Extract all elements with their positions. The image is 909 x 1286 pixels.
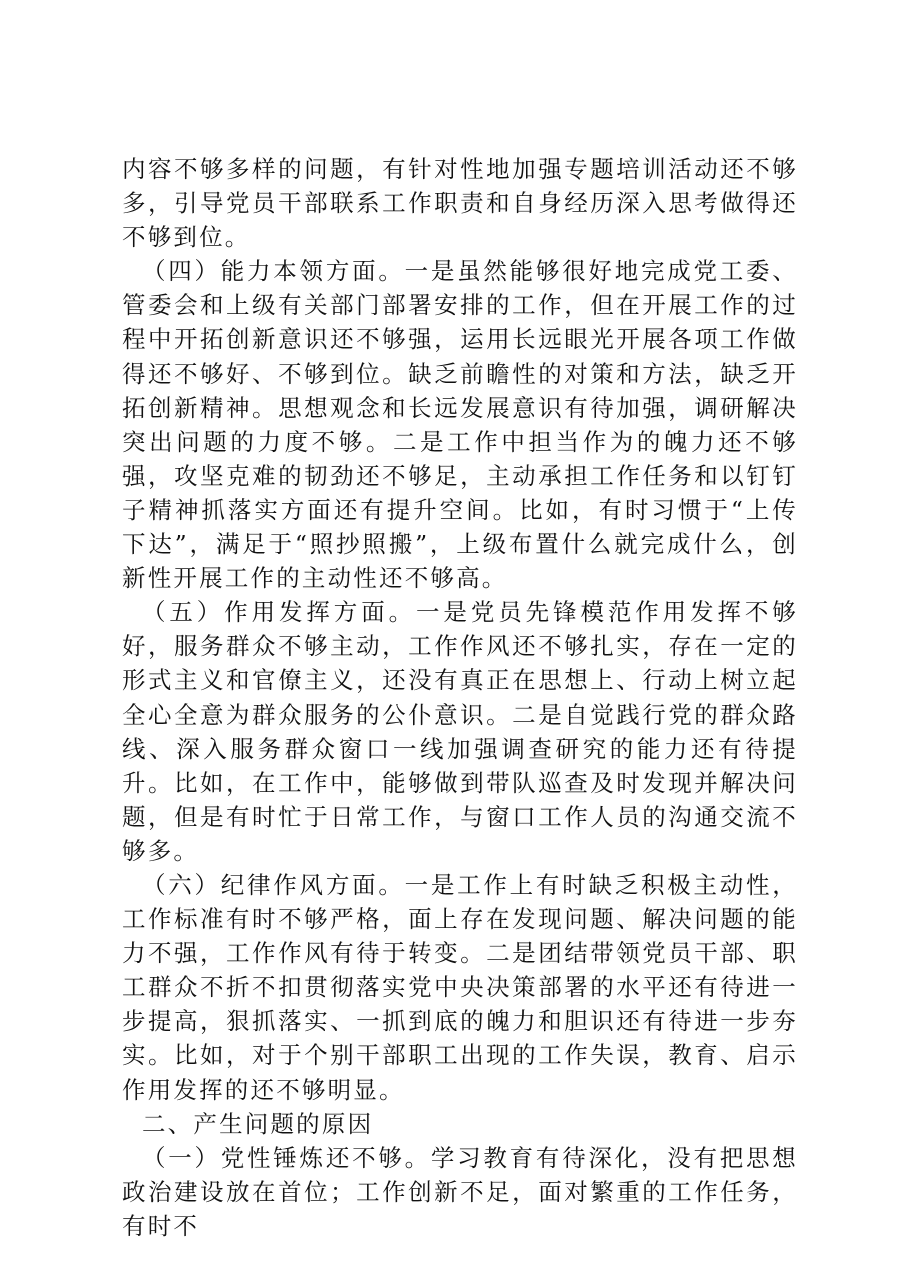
paragraph-ability: （四）能力本领方面。一是虽然能够很好地完成党工委、管委会和上级有关部门部署安排的工作，但在开展工作的过程中开拓创新意识还不够强，运用长远眼光开展各项工作做得还不够好、不够到位。缺乏前瞻性的对策和方法，缺乏开拓创新精神。思想观念和长远发展意识有待加强，调研解决突出问题的力度不够。二是工作中担当作为的魄力还不够强，攻坚克难的韧劲还不够足，主动承担工作任务和以钉钉子精神抓落实方面还有提升空间。比如，有时习惯于“上传下达”，满足于“照抄照搬”，上级布置什么就完成什么，创新性开展工作的主动性还不够高。: [122, 257, 798, 593]
paragraph-continued: 内容不够多样的问题，有针对性地加强专题培训活动还不够多，引导党员干部联系工作职责和自身经历深入思考做得还不够到位。: [122, 155, 798, 252]
paragraph-party-spirit: （一）党性锤炼还不够。学习教育有待深化，没有把思想政治建设放在首位；工作创新不足，面对繁重的工作任务，有时不: [122, 1143, 798, 1240]
paragraph-discipline: （六）纪律作风方面。一是工作上有时缺乏积极主动性，工作标准有时不够严格，面上存在发现问题、解决问题的能力不强，工作作风有待于转变。二是团结带领党员干部、职工群众不折不扣贯彻落实党中央决策部署的水平还有待进一步提高，狠抓落实、一抓到底的魄力和胆识还有待进一步夯实。比如，对于个别干部职工出现的工作失误，教育、启示作用发挥的还不够明显。: [122, 870, 798, 1104]
document-page: [122, 152, 798, 1243]
paragraph-role: （五）作用发挥方面。一是党员先锋模范作用发挥不够好，服务群众不够主动，工作作风还不够扎实，存在一定的形式主义和官僚主义，还没有真正在思想上、行动上树立起全心全意为群众服务的公仆意识。二是自觉践行党的群众路线、深入服务群众窗口一线加强调查研究的能力还有待提升。比如，在工作中，能够做到带队巡查及时发现并解决问题，但是有时忙于日常工作，与窗口工作人员的沟通交流不够多。: [122, 598, 798, 865]
section-heading: 二、产生问题的原因: [141, 1109, 374, 1138]
